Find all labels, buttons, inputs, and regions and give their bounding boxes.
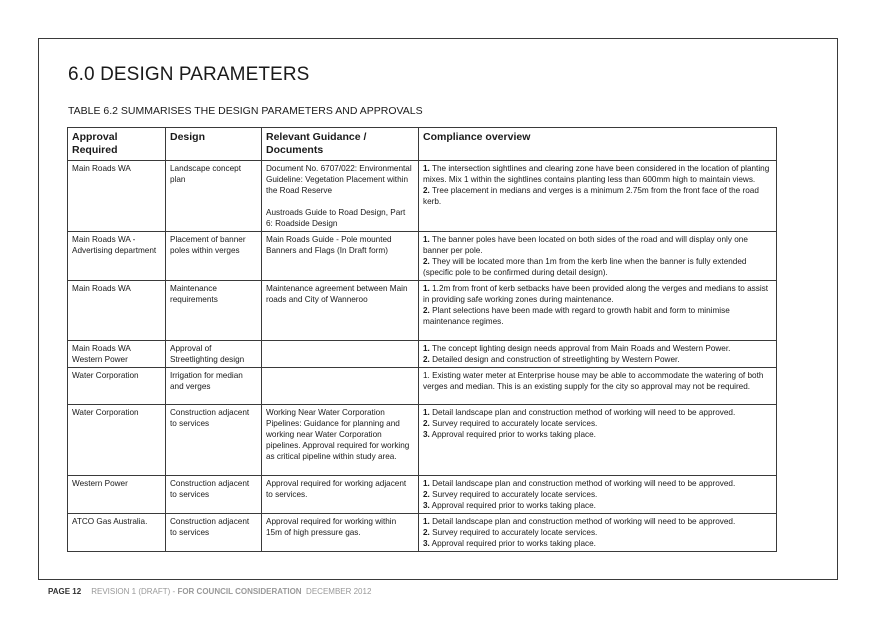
item-text: Survey required to accurately locate services. (432, 528, 598, 537)
item-text: Approval required prior to works taking place. (431, 501, 596, 510)
cell-design (166, 341, 262, 368)
item-text: 1.2m from front of kerb setbacks have been provided along the verges and medians to assist in providing safe working zones during maintenance. (423, 284, 769, 304)
header-compliance-overview: Compliance overview (419, 128, 777, 161)
cell-text: Main Roads WA (72, 284, 131, 293)
cell-approval-required (68, 232, 166, 281)
header-design: Design (166, 128, 262, 161)
compliance-item (423, 354, 772, 365)
cell-relevant-guidance (262, 368, 419, 405)
item-number: 3. (423, 430, 430, 439)
compliance-item (423, 256, 772, 278)
cell-text: Placement of banner poles within verges (170, 235, 246, 255)
cell-design (166, 232, 262, 281)
cell-text: Approval required for working within 15m of high pressure gas. (266, 517, 397, 537)
item-number: 2. (423, 306, 430, 315)
cell-compliance-overview (419, 368, 777, 405)
cell-design (166, 476, 262, 514)
table-row (68, 368, 777, 405)
item-number: 1. (423, 284, 430, 293)
item-text: Detailed design and construction of streetlighting by Western Power. (432, 355, 680, 364)
cell-design (166, 514, 262, 552)
cell-approval-required (68, 405, 166, 476)
item-number: 3. (423, 539, 430, 548)
table-header-row (68, 128, 777, 161)
cell-text: Main Roads Guide - Pole mounted Banners and Flags (In Draft form) (266, 235, 392, 255)
item-text: The banner poles have been located on both sides of the road and will display only one banner per pole. (423, 235, 748, 255)
cell-relevant-guidance (262, 476, 419, 514)
cell-text: Approval of Streetlighting design (170, 344, 245, 364)
item-number: 2. (423, 528, 430, 537)
compliance-item (423, 185, 772, 207)
date-label: DECEMBER 2012 (306, 587, 372, 596)
cell-design (166, 161, 262, 232)
cell-text: Maintenance agreement between Main roads and City of Wanneroo (266, 284, 408, 304)
table-row (68, 514, 777, 552)
cell-approval-required (68, 161, 166, 232)
compliance-item (423, 516, 772, 527)
page-number: PAGE 12 (48, 587, 82, 596)
header-approval-required: Approval Required (68, 128, 166, 161)
cell-compliance-overview (419, 232, 777, 281)
cell-text: Western Power (72, 479, 128, 488)
cell-text: Maintenance requirements (170, 284, 218, 304)
cell-relevant-guidance (262, 281, 419, 341)
item-text: Tree placement in medians and verges is a minimum 2.75m from the front face of the road kerb. (423, 186, 759, 206)
cell-approval-required (68, 476, 166, 514)
cell-relevant-guidance (262, 405, 419, 476)
item-text: The intersection sightlines and clearing zone have been considered in the location of planting mixes. Mix 1 within the sightlines contains planting less than 600mm high to maintain views. (423, 164, 770, 184)
cell-text: Landscape concept plan (170, 164, 242, 184)
item-number: 1. (423, 517, 430, 526)
page-footer (48, 587, 371, 596)
item-number: 1. (423, 344, 430, 353)
item-number: 2. (423, 257, 430, 266)
cell-text: Working Near Water Corporation Pipelines: Guidance for planning and working near Water Corporation pipelines. Approval required for working as critical pipeline within study area. (266, 408, 410, 461)
cell-text: ATCO Gas Australia. (72, 517, 148, 526)
cell-text: Document No. 6707/022: Environmental Guideline: Vegetation Placement within the Road Reserve (266, 164, 412, 195)
item-text: They will be located more than 1m from the kerb line when the banner is fully extended (specific pole to be confirmed during detail design). (423, 257, 747, 277)
compliance-item (423, 305, 772, 327)
spacer (266, 196, 414, 207)
item-number: 3. (423, 501, 430, 510)
revision-label: REVISION 1 (DRAFT) - (91, 587, 178, 596)
cell-text: Construction adjacent to services (170, 479, 250, 499)
cell-text: Austroads Guide to Road Design, Part 6: Roadside Design (266, 208, 406, 228)
table-caption: TABLE 6.2 SUMMARISES THE DESIGN PARAMETERS AND APPROVALS (68, 105, 423, 117)
item-text: Detail landscape plan and construction method of working will need to be approved. (432, 479, 736, 488)
compliance-item (423, 489, 772, 500)
header-relevant-guidance: Relevant Guidance / Documents (262, 128, 419, 161)
compliance-item (423, 538, 772, 549)
compliance-item (423, 500, 772, 511)
compliance-item (423, 429, 772, 440)
item-number: 1. (423, 235, 430, 244)
item-text: Survey required to accurately locate services. (432, 490, 598, 499)
item-number: 2. (423, 490, 430, 499)
cell-approval-required (68, 514, 166, 552)
cell-design (166, 405, 262, 476)
cell-text: Main Roads WA (72, 164, 131, 173)
cell-relevant-guidance (262, 514, 419, 552)
cell-compliance-overview (419, 405, 777, 476)
compliance-item (423, 370, 772, 392)
compliance-item (423, 343, 772, 354)
cell-compliance-overview (419, 161, 777, 232)
item-text: Detail landscape plan and construction method of working will need to be approved. (432, 517, 736, 526)
cell-text: Main Roads WA - Advertising department (72, 235, 157, 255)
table-row (68, 161, 777, 232)
cell-compliance-overview (419, 476, 777, 514)
item-number: 1. (423, 479, 430, 488)
cell-compliance-overview (419, 281, 777, 341)
table-row (68, 476, 777, 514)
item-number: 1. (423, 408, 430, 417)
table-row (68, 405, 777, 476)
cell-text: Approval required for working adjacent to services. (266, 479, 407, 499)
compliance-item (423, 478, 772, 489)
table-row (68, 232, 777, 281)
cell-text: Water Corporation (72, 371, 139, 380)
cell-relevant-guidance (262, 161, 419, 232)
cell-relevant-guidance (262, 232, 419, 281)
item-text: Approval required prior to works taking place. (431, 539, 596, 548)
cell-design (166, 281, 262, 341)
item-text: Approval required prior to works taking place. (431, 430, 596, 439)
item-number: 2. (423, 355, 430, 364)
cell-text: Western Power (72, 355, 128, 364)
item-text: Detail landscape plan and construction method of working will need to be approved. (432, 408, 736, 417)
table-row (68, 341, 777, 368)
table-row (68, 281, 777, 341)
cell-compliance-overview (419, 514, 777, 552)
item-text: 1. Existing water meter at Enterprise house may be able to accommodate the watering of both verges and median. This is an existing supply for the city so approval may not be required. (423, 371, 764, 391)
compliance-item (423, 407, 772, 418)
cell-text: Irrigation for median and verges (170, 371, 243, 391)
cell-approval-required (68, 341, 166, 368)
compliance-item (423, 163, 772, 185)
item-text: Survey required to accurately locate services. (432, 419, 598, 428)
compliance-item (423, 234, 772, 256)
cell-text: Main Roads WA (72, 344, 131, 353)
cell-compliance-overview (419, 341, 777, 368)
cell-text: Construction adjacent to services (170, 517, 250, 537)
compliance-item (423, 418, 772, 429)
item-number: 2. (423, 186, 430, 195)
item-number: 2. (423, 419, 430, 428)
item-number: 1. (423, 164, 430, 173)
cell-design (166, 368, 262, 405)
compliance-item (423, 527, 772, 538)
cell-relevant-guidance (262, 341, 419, 368)
cell-approval-required (68, 368, 166, 405)
cell-approval-required (68, 281, 166, 341)
cell-text: Water Corporation (72, 408, 139, 417)
design-parameters-table (67, 127, 777, 552)
item-text: Plant selections have been made with regard to growth habit and form to minimise maintenance regimes. (423, 306, 730, 326)
compliance-item (423, 283, 772, 305)
page-title: 6.0 DESIGN PARAMETERS (68, 64, 310, 85)
cell-text: Construction adjacent to services (170, 408, 250, 428)
table-body (68, 161, 777, 552)
item-text: The concept lighting design needs approval from Main Roads and Western Power. (431, 344, 731, 353)
consideration-label: FOR COUNCIL CONSIDERATION (177, 587, 302, 596)
